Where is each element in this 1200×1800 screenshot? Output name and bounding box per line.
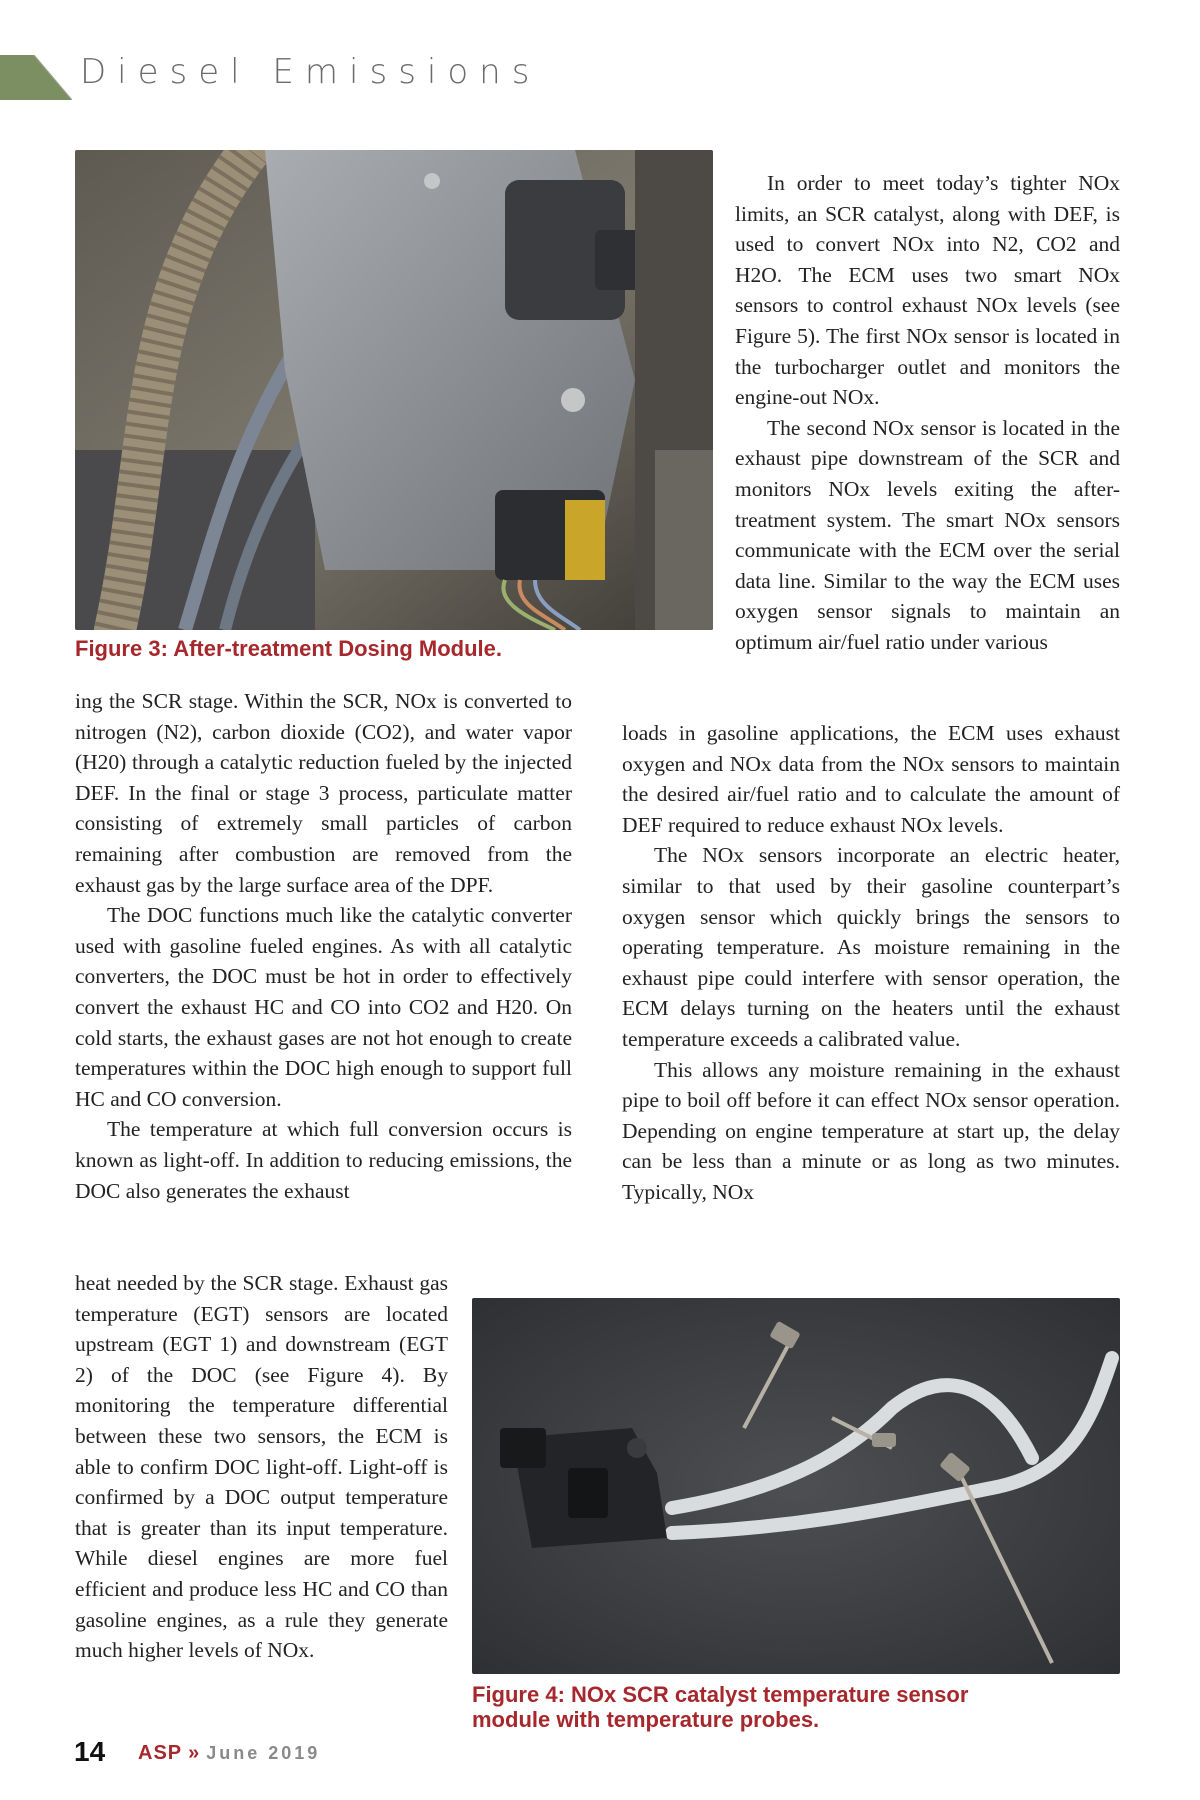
header-accent-triangle: [0, 55, 72, 100]
paragraph: The temperature at which full conversion occurs is known as light-off. In addition to reducing emissions, the DOC also generates the exhaust: [75, 1117, 572, 1203]
footer-magazine: [138, 1742, 320, 1765]
paragraph: The DOC functions much like the catalytic converter used with gasoline fueled engines. As with all catalytic converters, the DOC must be hot in order to effectively convert the exhaust HC and CO into CO2 and H20. On cold starts, the exhaust gases are not hot enough to create temperatures within the DOC high enough to support full HC and CO conversion.: [75, 903, 572, 1111]
figure-4-photo: [472, 1298, 1120, 1674]
issue-date: June 2019: [206, 1743, 321, 1763]
paragraph: The NOx sensors incorporate an electric heater, similar to that used by their gasoline counterpart’s oxygen sensor which quickly brings the sensors to operating temperature. As moisture remaining in the exhaust pipe could interfere with sensor operation, the ECM delays turning on the heaters until the exhaust temperature exceeds a calibrated value.: [622, 843, 1120, 1051]
paragraph: loads in gasoline applications, the ECM uses exhaust oxygen and NOx data from the NOx sensors to maintain the desired air/fuel ratio and to calculate the amount of DEF required to reduce exhaust NOx levels.: [622, 721, 1120, 837]
page-number: 14: [74, 1736, 106, 1767]
paragraph: The second NOx sensor is located in the exhaust pipe downstream of the SCR and monitors NOx levels exiting the after-treatment system. The smart NOx sensors communicate with the ECM over the serial data line. Similar to the way the ECM uses oxygen sensor signals to maintain an optimum air/fuel ratio under various: [735, 415, 1120, 654]
figure-3-photo: [75, 150, 713, 630]
footer-separator: »: [188, 1742, 201, 1764]
section-title: Diesel Emissions: [80, 52, 541, 92]
paragraph: In order to meet today’s tighter NOx limits, an SCR catalyst, along with DEF, is used to convert NOx into N2, CO2 and H2O. The ECM uses two smart NOx sensors to control exhaust NOx levels (see Figure 5). The first NOx sensor is located in the turbocharger outlet and monitors the engine-out NOx.: [735, 171, 1120, 410]
figure-4-caption: [472, 1682, 968, 1732]
figure-4-caption-line-1: Figure 4: NOx SCR catalyst temperature sensor: [472, 1682, 969, 1707]
left-column: [75, 686, 572, 1206]
right-column-bottom: [622, 718, 1120, 1208]
right-column-top: [735, 168, 1120, 658]
paragraph: heat needed by the SCR stage. Exhaust gas temperature (EGT) sensors are located upstream (EGT 1) and downstream (EGT 2) of the DOC (see Figure 4). By monitoring the temperature differential between these two sensors, the ECM is able to confirm DOC light-off. Light-off is confirmed by a DOC output temperature that is greater than its input temperature. While diesel engines are more fuel efficient and produce less HC and CO than gasoline engines, as a rule they generate much higher levels of NOx.: [75, 1271, 448, 1663]
magazine-name: ASP: [138, 1742, 183, 1764]
figure-4-caption-line-2: module with temperature probes.: [472, 1707, 820, 1732]
left-column-narrow: [75, 1268, 448, 1666]
figure-3-caption: Figure 3: After-treatment Dosing Module.: [75, 636, 502, 661]
paragraph: This allows any moisture remaining in the exhaust pipe to boil off before it can effect NOx sensor operation. Depending on engine temperature at start up, the delay can be less than a minute or as long as two minutes. Typically, NOx: [622, 1057, 1120, 1204]
paragraph: ing the SCR stage. Within the SCR, NOx is converted to nitrogen (N2), carbon dioxide (CO2), and water vapor (H20) through a catalytic reduction fueled by the injected DEF. In the final or stage 3 process, particulate matter consisting of extremely small particles of carbon remaining after combustion are removed from the exhaust gas by the large surface area of the DPF.: [75, 689, 572, 897]
